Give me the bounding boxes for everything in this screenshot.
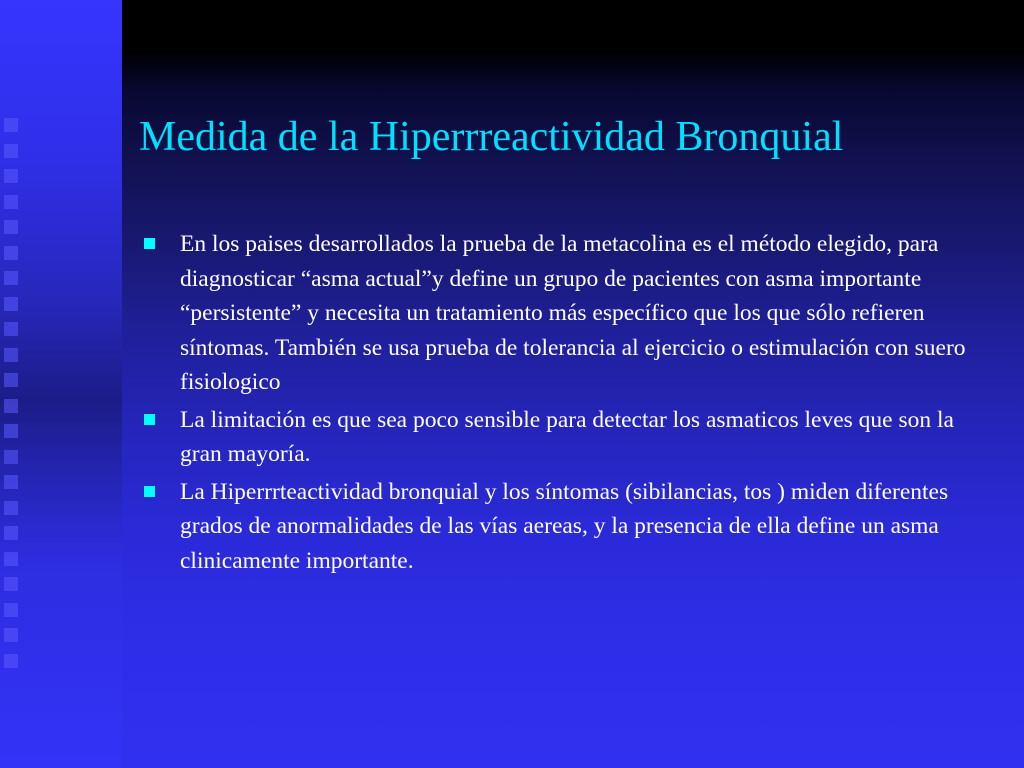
decorative-square <box>4 220 18 234</box>
decorative-square <box>4 246 18 260</box>
bullet-item <box>140 475 1000 579</box>
decorative-square <box>4 297 18 311</box>
decorative-square <box>4 628 18 642</box>
bullet-text: En los paises desarrollados la prueba de la metacolina es el método elegido, para diagnosticar “asma actual”y define un grupo de pacientes con asma importante “persistente” y necesita un tratamiento más específico que los que sólo refieren síntomas. También se usa prueba de tolerancia al ejercicio o estimulación con suero fisiologico <box>180 231 966 395</box>
decorative-square <box>4 475 18 489</box>
decorative-square <box>4 118 18 132</box>
square-bullet-icon <box>144 414 155 425</box>
decorative-square <box>4 424 18 438</box>
decorative-square <box>4 399 18 413</box>
decorative-square <box>4 144 18 158</box>
square-bullet-icon <box>144 238 155 249</box>
square-bullet-icon <box>144 486 155 497</box>
decorative-square <box>4 271 18 285</box>
decorative-square <box>4 552 18 566</box>
bullet-item <box>140 227 1000 400</box>
decorative-square <box>4 373 18 387</box>
decorative-square <box>4 654 18 668</box>
decorative-square <box>4 322 18 336</box>
decorative-squares-column <box>4 118 28 678</box>
decorative-square <box>4 450 18 464</box>
decorative-square <box>4 603 18 617</box>
decorative-square <box>4 501 18 515</box>
bullet-list <box>140 227 1000 581</box>
decorative-square <box>4 195 18 209</box>
decorative-square <box>4 169 18 183</box>
decorative-square <box>4 348 18 362</box>
bullet-text: La Hiperrrteactividad bronquial y los síntomas (sibilancias, tos ) miden diferentes grados de anormalidades de las vías aereas, y la presencia de ella define un asma clinicamente importante. <box>180 478 949 574</box>
left-decorative-strip <box>0 0 122 768</box>
bullet-item <box>140 403 1000 472</box>
bullet-text: La limitación es que sea poco sensible para detectar los asmaticos leves que son la gran mayoría. <box>180 406 954 467</box>
slide-title: Medida de la Hiperrreactividad Bronquial <box>139 114 844 160</box>
decorative-square <box>4 526 18 540</box>
decorative-square <box>4 577 18 591</box>
